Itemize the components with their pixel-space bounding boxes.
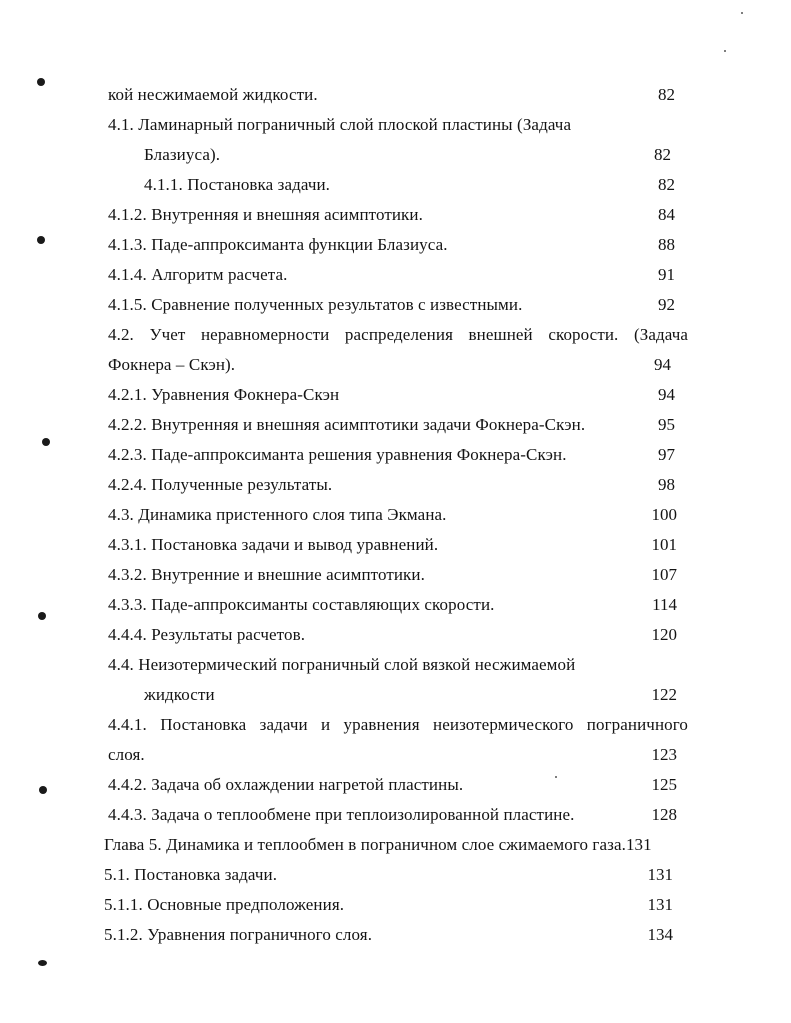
toc-entry-text: 4.4.2. Задача об охлаждении нагретой пластины. <box>108 775 464 794</box>
toc-entry-text: 4.2.3. Паде-аппроксиманта решения уравнения Фокнера-Скэн. <box>108 445 567 464</box>
binder-hole <box>38 960 47 966</box>
scan-speck <box>724 50 726 52</box>
toc-entry-page: 134 <box>647 925 673 944</box>
binder-hole <box>38 612 46 620</box>
toc-entry-text: 4.1.3. Паде-аппроксиманта функции Блазиуса. <box>108 235 448 254</box>
toc-entry-page: 131 <box>647 895 673 914</box>
toc-entry-text: 4.4.3. Задача о теплообмене при теплоизолированной пластине. <box>108 805 575 824</box>
toc-entry-page: 94 <box>654 355 671 374</box>
toc-entry-text: кой несжимаемой жидкости. <box>108 85 318 104</box>
toc-entry-text: 4.3.1. Постановка задачи и вывод уравнений. <box>108 535 439 554</box>
binder-hole <box>42 438 50 446</box>
toc-entry-text: 4.1.1. Постановка задачи. <box>144 175 331 194</box>
toc-entry-text: жидкости <box>144 685 215 704</box>
scan-speck <box>741 12 743 14</box>
toc-entry-text: 5.1.2. Уравнения пограничного слоя. <box>104 925 373 944</box>
toc-entry-page: 92 <box>658 295 675 314</box>
chapter-heading: Глава 5. Динамика и теплообмен в пограничном слое сжимаемого газа.131 <box>104 835 652 854</box>
toc-entry-page: 82 <box>658 175 675 194</box>
toc-entry-text: 4.3.2. Внутренние и внешние асимптотики. <box>108 565 425 584</box>
toc-entry-text: 4.2.1. Уравнения Фокнера-Скэн <box>108 385 340 404</box>
toc-entry-text: 4.4.4. Результаты расчетов. <box>108 625 306 644</box>
toc-entry-text: 4.1.5. Сравнение полученных результатов с известными. <box>108 295 523 314</box>
toc-entry-text: 4.2.2. Внутренняя и внешняя асимптотики задачи Фокнера-Скэн. <box>108 415 586 434</box>
toc-entry-text: 4.2. Учет неравномерности распределения внешней скорости. (Задача <box>108 325 688 344</box>
toc-entry-page: 91 <box>658 265 675 284</box>
toc-entry-text: 4.1. Ламинарный пограничный слой плоской пластины (Задача <box>108 115 572 134</box>
toc-entry-text: 4.2.4. Полученные результаты. <box>108 475 333 494</box>
toc-entry-text: 5.1. Постановка задачи. <box>104 865 278 884</box>
toc-entry-page: 82 <box>658 85 675 104</box>
toc-entry-page: 94 <box>658 385 675 404</box>
toc-entry-text: 4.1.4. Алгоритм расчета. <box>108 265 288 284</box>
binder-hole <box>37 236 45 244</box>
toc-entry-page: 128 <box>651 805 677 824</box>
scan-speck <box>555 776 557 778</box>
toc-entry-page: 114 <box>652 595 677 614</box>
toc-entry-text: 4.4.1. Постановка задачи и уравнения неизотермического пограничного <box>108 715 688 734</box>
toc-entry-text: 5.1.1. Основные предположения. <box>104 895 345 914</box>
toc-entry-text: Блазиуса). <box>144 145 221 164</box>
toc-entry-page: 95 <box>658 415 675 434</box>
toc-entry-page: 131 <box>647 865 673 884</box>
toc-entry-text: слоя. <box>108 745 145 764</box>
toc-entry-page: 98 <box>658 475 675 494</box>
toc-entry-text: 4.4. Неизотермический пограничный слой вязкой несжимаемой <box>108 655 576 674</box>
toc-entry-page: 84 <box>658 205 675 224</box>
toc-entry-page: 101 <box>651 535 677 554</box>
toc-entry-page: 120 <box>651 625 677 644</box>
toc-entry-page: 82 <box>654 145 671 164</box>
toc-entry-page: 88 <box>658 235 675 254</box>
binder-hole <box>37 78 45 86</box>
toc-entry-page: 125 <box>651 775 677 794</box>
toc-entry-page: 97 <box>658 445 675 464</box>
toc-entry-page: 122 <box>651 685 677 704</box>
toc-entry-text: 4.3.3. Паде-аппроксиманты составляющих скорости. <box>108 595 495 614</box>
binder-hole <box>39 786 47 794</box>
toc-entry-text: 4.3. Динамика пристенного слоя типа Экмана. <box>108 505 447 524</box>
toc-entry-page: 107 <box>651 565 677 584</box>
toc-entry-page: 123 <box>651 745 677 764</box>
toc-entry-page: 100 <box>651 505 677 524</box>
toc-entry-text: Фокнера – Скэн). <box>108 355 236 374</box>
toc-entry-text: 4.1.2. Внутренняя и внешняя асимптотики. <box>108 205 423 224</box>
